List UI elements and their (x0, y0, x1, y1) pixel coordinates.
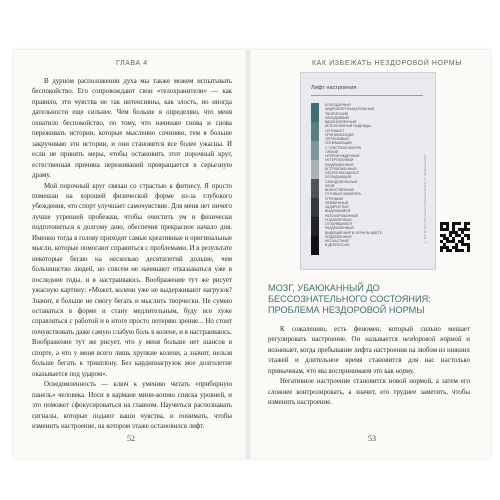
right-paragraph-1 (268, 325, 470, 377)
mood-level-item: ПОНИМАЮЩИЙ (325, 141, 352, 146)
right-paragraph-1-before: К сожалению, есть феномен, который сильно мешает регулировать настроение. Он называется (268, 326, 470, 344)
mood-level-item: РАЗДРАЖЕННЫЙ (325, 226, 354, 231)
left-running-head: ГЛАВА 4 (116, 60, 148, 67)
mood-level-item: РАЗОЧАРОВАННЫЙ (325, 213, 358, 218)
mood-level-item: ВОИНСТВЕННЫЙ (325, 188, 354, 192)
right-paragraph-1-middle: и возникает, когда пребывание лифта настроения на любом из нижних этажей и длительное время становится для нас настолько привычным, что мы воспринимаем это как (268, 336, 470, 375)
figure-rule (311, 95, 423, 96)
mood-level-item: ВИДЯЩИЙ МИР В ЧЕРНОМ ЦВЕТЕ (325, 230, 383, 235)
right-paragraph-1-after: . (413, 367, 415, 375)
term-norm: норму (395, 367, 413, 375)
book-gutter (244, 50, 252, 458)
mood-level-item: САМОДОВОЛЬНЫЙ (325, 179, 358, 184)
mood-level-item: ОТЧАЯВШИЙСЯ (325, 222, 352, 226)
mood-level-item: ОБИЖЕННЫЙ (325, 200, 349, 205)
mood-bar-segment (311, 141, 319, 160)
figure-title: Лифт настроения (311, 85, 357, 91)
mood-bar-segment (311, 122, 319, 141)
mood-bar-segment (311, 236, 319, 255)
mood-bar-segment (311, 179, 319, 198)
mood-bar-segment (311, 160, 319, 179)
mood-level-item: ТВОРЧЕСКИЙ (325, 111, 348, 116)
mood-level-item: ГИБКИЙ (325, 149, 339, 154)
right-running-head: КАК ИЗБЕЖАТЬ НЕЗДОРОВОЙ НОРМЫ (312, 60, 463, 67)
mood-level-item: ГОТОВЫЙ ОБВИНЯТЬ (325, 192, 362, 197)
mood-level-item: ОБОРОНЯЮЩИЙСЯ (325, 171, 359, 175)
left-page-number: 52 (127, 434, 135, 443)
mood-level-item: ВСТРЕВОЖЕННЫЙ (325, 166, 357, 171)
mood-bar-segment (311, 217, 319, 236)
mood-level-item: ОСУЖДАЮЩИЙ (325, 175, 352, 180)
right-page-body (268, 325, 470, 409)
mood-levels-list (325, 103, 421, 248)
section-heading: МОЗГ, УБАЮКАННЫЙ ДО БЕССОЗНАТЕЛЬНОГО СОСТОЯНИЯ: ПРОБЛЕМА НЕЗДОРОВОЙ НОРМЫ (268, 283, 431, 315)
left-paragraph-1: В дурном расположении духа мы также можем испытывать беспокойство. Его сопровождают свои «телохранители» — как правило, эти чувства не так интенсивны, как злость, но иногда дательности еще сильнее. Чем больше я определяю, что меня охватило беспокойство, по тому, что начинаю снова и снова переживать истории, которые мысленно сочиняю, тем я больше закручиваю эти истории, и они становятся все более ужасны. И если не принять меры, чтобы остановить этот порочный круг, естественная причина переживаний превращается в серьезную драму. (32, 78, 232, 180)
mood-bar-segment (311, 198, 319, 217)
mood-level-item: ВДОХНОВЛЕННЫЙ (325, 120, 357, 124)
qr-code (440, 222, 470, 252)
mood-elevator-figure (300, 72, 436, 270)
mood-level-item: УГРЮМЫЙ (325, 196, 343, 201)
left-page-body (32, 77, 232, 432)
mood-level-item: БЛАГОДАРНЫЙ (325, 103, 351, 107)
mood-level-item: МУДРЫЙ/ПРОНИЦАТЕЛЬНЫЙ (325, 107, 375, 112)
mood-level-item: НЕТЕРПЕЛИВЫЙ (325, 158, 354, 163)
qr-module (467, 249, 470, 252)
mood-level-item: ВЫДОХШИЙСЯ (325, 209, 351, 214)
mood-level-item: НЕПРИНУЖДЕННЫЙ (325, 154, 360, 158)
right-paragraph-2: Негативное настроение становится новой нормой, а затем его сложнее контролировать, а значит, его труднее заметить, чтобы изменить настроение. (268, 378, 470, 407)
right-page-number: 53 (368, 434, 376, 443)
mood-level-item: ЗАДИРИСТЫЙ (325, 205, 349, 209)
mood-level-item: ПОДАВЛЕННЫЙ (325, 234, 352, 239)
mood-level-item: ПРИНИМАЮЩИЙ (325, 132, 354, 137)
mood-level-item: ИСПОЛНЕННЫЙ НАДЕЖДЫ (325, 124, 371, 129)
mood-level-item: НАХОДЧИВЫЙ (325, 115, 349, 120)
figure-copyright: © 2017 by Jim Loehr | Human Performance Institute, Inc. All rights reserved. (424, 154, 427, 243)
mood-level-item: С ЧУВСТВОМ ЮМОРА (325, 145, 362, 150)
mood-level-item: НЕСЧАСТНЫЙ (325, 239, 349, 243)
left-paragraph-3: Осведомленность — ключ к умению читать «приборную панель» человека. Носи в кармане мини-копию списка уровней, и это поможет сфокусироваться на главном. Научиться распознавать сигналы, которые подают ваши чувства, и понимать, чтобы изменить настроение, на котором этаже остановился лифт. (32, 381, 232, 430)
mood-bar-segment (311, 103, 319, 122)
left-paragraph-2: Мой порочный круг связан со страстью к фитнесу. Я просто помешан на хорошей физической форме из-за глубокого убеждения, что спорт улучшает самочувствие. Для меня нет ничего лучше утренней пробежки, чтобы очистить ум и физически подготовиться к долгому дню, обеспечив прекрасное начало дня. Именно тогда в голову приходят самые креативные и оригинальные мысли, которые помогают справиться с проблемами. И в результате некоторые бегаю на несколько десятилетий дольше, чем большинство людей, но совсем не начинают отказываться уже в последние годы, и я настраиваюсь. Воображение тут же рисует ужасную картину: «Может, колени уже не выдерживают нагрузок? Значит, я больше не смогу бегать и мыслить творчески. Не сумею оставаться в форме и стану медлительным, буду все хуже справляться с работой и в итоге просто потеряю зрение... Но стоит почувствовать даже самую слабую боль в колене, и я настраиваюсь. Воображение тут же рисует, что у меня больше нет шансов в спорте, а что у меня всего лишь хрупкие колени, а значит, нельзя больше бегать к триатлону. Без кардионагрузок мое долголетие оказывается под ударом». (32, 182, 232, 378)
mood-gradient-bar (311, 103, 319, 255)
mood-level-item: РАЗДРАЖЕННЫЙ (325, 162, 354, 167)
mood-level-item: ЗЛОЙ (325, 183, 335, 188)
mood-level-item: В ДЕПРЕССИИ (325, 243, 350, 248)
term-unhealthy-norm: нездоровой нормой (402, 336, 462, 344)
mood-level-item: ОПТИМИСТ (325, 128, 345, 133)
mood-level-item: ПОДАВЛЕННЫЙ (325, 217, 352, 222)
mood-level-item: ТЕРПЕЛИВЫЙ (325, 137, 349, 141)
